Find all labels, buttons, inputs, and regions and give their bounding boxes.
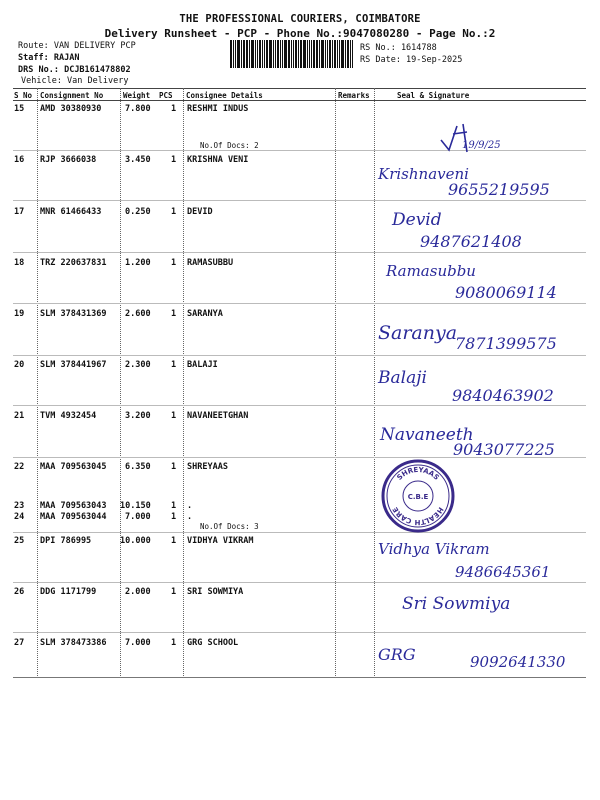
table-top-rule (13, 88, 586, 89)
row-weight: 2.600 (125, 309, 151, 319)
barcode-bar (262, 40, 263, 68)
row-rule (13, 582, 586, 583)
row-consignee: RAMASUBBU (187, 258, 234, 268)
col-header-sno: S No (14, 91, 33, 100)
barcode-bar (293, 40, 294, 68)
row-rule (13, 303, 586, 304)
row-consignee: NAVANEETGHAN (187, 411, 249, 421)
row-rule (13, 677, 586, 678)
staff-name: RAJAN (53, 53, 80, 63)
row-weight: 7.000 (125, 512, 151, 522)
col-divider (374, 88, 375, 678)
row-consignment: MAA 709563044 (40, 512, 107, 522)
barcode-bar (243, 40, 245, 68)
row-sno: 24 (14, 512, 25, 522)
row-weight: 2.000 (125, 587, 151, 597)
barcode-bar (255, 40, 256, 68)
col-divider (37, 88, 38, 678)
row-pcs: 1 (171, 587, 177, 597)
row-consignment: SLM 378473386 (40, 638, 107, 648)
signature-20: Balaji (378, 368, 427, 388)
row-weight: 3.200 (125, 411, 151, 421)
rs-number: RS No.: 1614788 (360, 43, 437, 53)
row-pcs: 1 (171, 309, 177, 319)
phone-27: 9092641330 (470, 653, 566, 671)
col-header-weight: Weight (123, 91, 151, 100)
signature-17: Devid (392, 210, 442, 230)
signature-26: Sri Sowmiya (402, 594, 511, 614)
row-sno: 15 (14, 104, 25, 114)
row-consignee: BALAJI (187, 360, 218, 370)
phone-19: 7871399575 (455, 334, 557, 353)
barcode-bar (282, 40, 283, 68)
company-seal-stamp (380, 458, 456, 534)
drs-label: DRS No.: (18, 65, 59, 75)
row-pcs: 1 (171, 155, 177, 165)
drs-number: DCJB161478802 (64, 65, 131, 75)
row-weight: 6.350 (125, 462, 151, 472)
barcode-bar (341, 40, 344, 68)
barcode-bar (313, 40, 315, 68)
barcode-bar (303, 40, 306, 68)
row-sno: 20 (14, 360, 25, 370)
barcode-bar (235, 40, 236, 68)
col-header-seal: Seal & Signature (397, 91, 470, 100)
row-pcs: 1 (171, 501, 177, 511)
phone-18: 9080069114 (455, 283, 557, 302)
barcode-bar (345, 40, 346, 68)
row-sno: 17 (14, 207, 25, 217)
barcode-bar (352, 40, 353, 68)
barcode-bar (300, 40, 302, 68)
delivery-date-note: 19/9/25 (462, 140, 501, 151)
barcode-bar (319, 40, 320, 68)
row-weight: 1.200 (125, 258, 151, 268)
signature-25: Vidhya Vikram (378, 540, 490, 558)
barcode-bar (266, 40, 268, 68)
row-consignee: . (187, 501, 193, 511)
row-consignee: SARANYA (187, 309, 223, 319)
row-consignee: VIDHYA VIKRAM (187, 536, 254, 546)
row-consignee: GRG SCHOOL (187, 638, 239, 648)
row-consignee: RESHMI INDUS (187, 104, 249, 114)
barcode-bar (257, 40, 258, 68)
row-sno: 21 (14, 411, 25, 421)
barcode-bar (316, 40, 318, 68)
row-weight: 10.000 (120, 536, 151, 546)
svg-text:HEALTH CARE (391, 505, 445, 526)
row-pcs: 1 (171, 638, 177, 648)
barcode-bar (325, 40, 326, 68)
col-divider (335, 88, 336, 678)
row-consignment: AMD 30380930 (40, 104, 102, 114)
row-consignment: MNR 61466433 (40, 207, 102, 217)
row-sno: 27 (14, 638, 25, 648)
row-pcs: 1 (171, 536, 177, 546)
signature-27: GRG (378, 645, 416, 664)
rs-date: RS Date: 19-Sep-2025 (360, 55, 463, 65)
row-sno: 26 (14, 587, 25, 597)
row-pcs: 1 (171, 462, 177, 472)
barcode-bar (329, 40, 331, 68)
row-weight: 3.450 (125, 155, 151, 165)
phone-20: 9840463902 (452, 386, 554, 405)
row-rule (13, 355, 586, 356)
row-consignee: DEVID (187, 207, 213, 217)
company-name: THE PROFESSIONAL COURIERS, COIMBATORE (179, 13, 421, 25)
col-divider (120, 88, 121, 678)
row-consignment: MAA 709563043 (40, 501, 107, 511)
row-consignment: SLM 378441967 (40, 360, 107, 370)
row-pcs: 1 (171, 207, 177, 217)
barcode-bar (321, 40, 324, 68)
row-weight: 7.800 (125, 104, 151, 114)
row-sno: 18 (14, 258, 25, 268)
route-label: Route: VAN DELIVERY PCP (18, 41, 136, 51)
row-pcs: 1 (171, 104, 177, 114)
row-consignment: TRZ 220637831 (40, 258, 107, 268)
row-rule (13, 252, 586, 253)
signature-18: Ramasubbu (386, 262, 476, 280)
barcode-bar (334, 40, 336, 68)
tick-signature-icon (437, 120, 487, 158)
barcode-bar (277, 40, 279, 68)
barcode-bar (309, 40, 310, 68)
row-consignee: SHREYAAS (187, 462, 228, 472)
signature-19: Saranya (378, 322, 458, 344)
barcode-bar (233, 40, 234, 68)
row-pcs: 1 (171, 258, 177, 268)
barcode-bar (311, 40, 312, 68)
stamp-center-text: C.B.E (407, 493, 429, 501)
barcode-bar (273, 40, 274, 68)
barcode-bar (288, 40, 290, 68)
phone-21: 9043077225 (453, 440, 555, 459)
barcode-bar (347, 40, 349, 68)
svg-text:SHREYAAS (395, 466, 440, 482)
barcode-bar (298, 40, 299, 68)
row-docs-count: No.Of Docs: 3 (200, 522, 259, 531)
barcode-bar (284, 40, 287, 68)
row-weight: 7.000 (125, 638, 151, 648)
row-consignee: SRI SOWMIYA (187, 587, 244, 597)
col-header-consignee: Consignee Details (186, 91, 263, 100)
barcode-bar (230, 40, 232, 68)
phone-17: 9487621408 (420, 232, 522, 251)
row-rule (13, 405, 586, 406)
row-rule (13, 532, 586, 533)
row-sno: 19 (14, 309, 25, 319)
row-pcs: 1 (171, 512, 177, 522)
row-consignment: DDG 1171799 (40, 587, 97, 597)
row-weight: 2.300 (125, 360, 151, 370)
row-docs-count: No.Of Docs: 2 (200, 141, 259, 150)
row-sno: 25 (14, 536, 25, 546)
barcode-bar (295, 40, 297, 68)
barcode-bar (327, 40, 328, 68)
phone-25: 9486645361 (455, 563, 551, 581)
row-sno: 16 (14, 155, 25, 165)
row-sno: 23 (14, 501, 25, 511)
drs-barcode (230, 40, 356, 68)
barcode-bar (337, 40, 338, 68)
runsheet-title: Delivery Runsheet - PCP - Phone No.:9047080280 - Page No.:2 (104, 27, 496, 40)
row-consignment: RJP 3666038 (40, 155, 97, 165)
phone-16: 9655219595 (448, 180, 550, 199)
row-weight: 0.250 (125, 207, 151, 217)
barcode-bar (269, 40, 272, 68)
stamp-bottom-text: HEALTH CARE (391, 505, 445, 527)
barcode-bar (332, 40, 333, 68)
col-divider (183, 88, 184, 678)
row-consignment: MAA 709563045 (40, 462, 107, 472)
barcode-bar (339, 40, 340, 68)
col-header-consignment: Consignment No (40, 91, 104, 100)
staff-line (18, 52, 79, 64)
row-rule (13, 632, 586, 633)
barcode-bar (241, 40, 242, 68)
col-header-remarks: Remarks (338, 91, 370, 100)
barcode-bar (246, 40, 248, 68)
row-pcs: 1 (171, 360, 177, 370)
row-rule (13, 200, 586, 201)
row-consignee: KRISHNA VENI (187, 155, 249, 165)
barcode-bar (280, 40, 281, 68)
barcode-bar (259, 40, 261, 68)
stamp-top-text: SHREYAAS (395, 465, 441, 482)
barcode-bar (291, 40, 292, 68)
row-consignment: DPI 786995 (40, 536, 92, 546)
barcode-bar (275, 40, 276, 68)
table-header-rule (13, 100, 586, 101)
vehicle-label: Vehicle: Van Delivery (21, 76, 129, 86)
row-pcs: 1 (171, 411, 177, 421)
barcode-bar (307, 40, 308, 68)
signature-16: Krishnaveni (378, 165, 469, 183)
signature-21: Navaneeth (380, 425, 474, 445)
col-header-pcs: PCS (159, 91, 173, 100)
row-weight: 10.150 (120, 501, 151, 511)
row-consignment: SLM 378431369 (40, 309, 107, 319)
barcode-bar (264, 40, 265, 68)
barcode-bar (251, 40, 254, 68)
row-consignment: TVM 4932454 (40, 411, 97, 421)
row-consignee: . (187, 512, 193, 522)
barcode-bar (237, 40, 240, 68)
staff-label: Staff: (18, 53, 49, 63)
row-sno: 22 (14, 462, 25, 472)
barcode-bar (350, 40, 351, 68)
barcode-bar (249, 40, 250, 68)
